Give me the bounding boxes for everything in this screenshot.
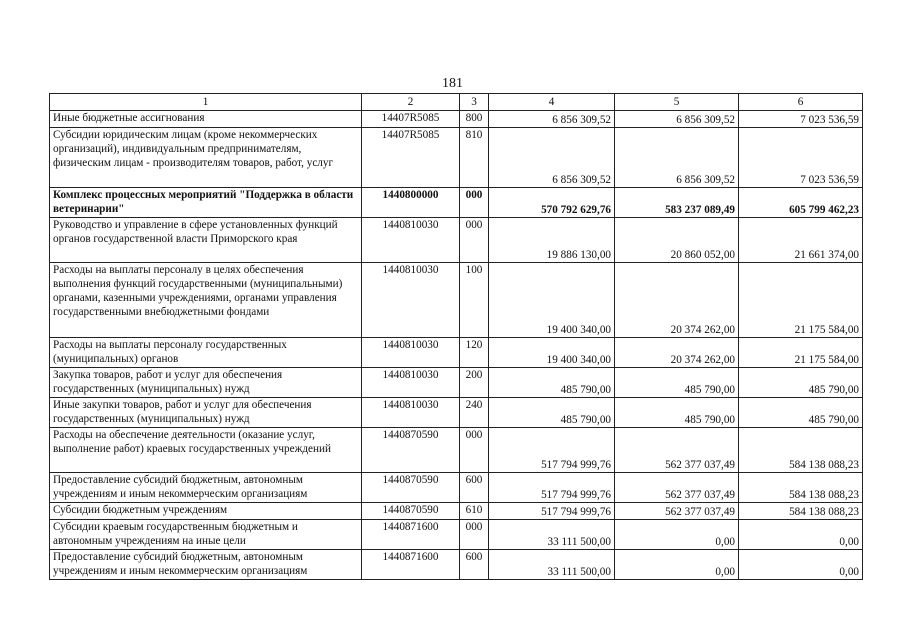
row-value-3: 584 138 088,23 xyxy=(739,503,863,520)
row-expense-type: 600 xyxy=(460,473,489,503)
page-number: 181 xyxy=(442,76,463,91)
row-code: 1440870590 xyxy=(362,503,460,520)
table-row xyxy=(50,128,863,188)
row-value-2: 0,00 xyxy=(615,550,739,580)
row-code: 14407R5085 xyxy=(362,111,460,128)
row-name: Предоставление субсидий бюджетным, автономным учреждениям и иным некоммерческим организациям xyxy=(50,550,362,580)
row-value-3: 584 138 088,23 xyxy=(739,473,863,503)
row-code: 1440810030 xyxy=(362,368,460,398)
row-value-2: 6 856 309,52 xyxy=(615,128,739,188)
row-value-3: 7 023 536,59 xyxy=(739,128,863,188)
row-value-2: 20 374 262,00 xyxy=(615,338,739,368)
row-value-3: 584 138 088,23 xyxy=(739,428,863,473)
row-code: 1440810030 xyxy=(362,338,460,368)
row-expense-type: 000 xyxy=(460,428,489,473)
row-value-2: 20 860 052,00 xyxy=(615,218,739,263)
row-expense-type: 000 xyxy=(460,188,489,218)
row-value-2: 20 374 262,00 xyxy=(615,263,739,338)
row-expense-type: 600 xyxy=(460,550,489,580)
row-name: Расходы на выплаты персоналу государственных (муниципальных) органов xyxy=(50,338,362,368)
row-name: Комплекс процессных мероприятий "Поддержка в области ветеринарии" xyxy=(50,188,362,218)
row-value-1: 517 794 999,76 xyxy=(489,503,615,520)
row-value-1: 19 886 130,00 xyxy=(489,218,615,263)
row-name: Закупка товаров, работ и услуг для обеспечения государственных (муниципальных) нужд xyxy=(50,368,362,398)
row-expense-type: 000 xyxy=(460,520,489,550)
row-name: Иные бюджетные ассигнования xyxy=(50,111,362,128)
row-value-3: 0,00 xyxy=(739,520,863,550)
row-name: Субсидии юридическим лицам (кроме некоммерческих организаций), индивидуальным предпринимателям, физическим лицам - производителям товаров, работ, услуг xyxy=(50,128,362,188)
row-expense-type: 100 xyxy=(460,263,489,338)
row-code: 1440800000 xyxy=(362,188,460,218)
row-name: Субсидии краевым государственным бюджетным и автономным учреждениям на иные цели xyxy=(50,520,362,550)
row-code: 1440810030 xyxy=(362,218,460,263)
row-value-1: 6 856 309,52 xyxy=(489,128,615,188)
row-code: 14407R5085 xyxy=(362,128,460,188)
table-row xyxy=(50,218,863,263)
row-value-1: 19 400 340,00 xyxy=(489,263,615,338)
row-value-2: 6 856 309,52 xyxy=(615,111,739,128)
row-value-1: 517 794 999,76 xyxy=(489,473,615,503)
row-value-1: 517 794 999,76 xyxy=(489,428,615,473)
row-value-1: 19 400 340,00 xyxy=(489,338,615,368)
row-value-2: 0,00 xyxy=(615,520,739,550)
table-row xyxy=(50,338,863,368)
row-value-3: 21 661 374,00 xyxy=(739,218,863,263)
row-expense-type: 810 xyxy=(460,128,489,188)
row-value-1: 33 111 500,00 xyxy=(489,550,615,580)
header-cell: 3 xyxy=(460,94,489,111)
row-value-3: 485 790,00 xyxy=(739,398,863,428)
row-value-3: 7 023 536,59 xyxy=(739,111,863,128)
row-value-1: 485 790,00 xyxy=(489,398,615,428)
table-row xyxy=(50,473,863,503)
row-value-1: 33 111 500,00 xyxy=(489,520,615,550)
row-code: 1440810030 xyxy=(362,398,460,428)
row-value-2: 562 377 037,49 xyxy=(615,473,739,503)
row-expense-type: 200 xyxy=(460,368,489,398)
row-value-2: 485 790,00 xyxy=(615,398,739,428)
row-value-3: 21 175 584,00 xyxy=(739,263,863,338)
row-code: 1440810030 xyxy=(362,263,460,338)
row-value-2: 562 377 037,49 xyxy=(615,503,739,520)
row-code: 1440871600 xyxy=(362,520,460,550)
row-expense-type: 240 xyxy=(460,398,489,428)
budget-table xyxy=(49,93,863,580)
row-value-1: 570 792 629,76 xyxy=(489,188,615,218)
table-row xyxy=(50,520,863,550)
row-name: Субсидии бюджетным учреждениям xyxy=(50,503,362,520)
row-value-2: 583 237 089,49 xyxy=(615,188,739,218)
table-header-row xyxy=(50,94,863,111)
header-cell: 2 xyxy=(362,94,460,111)
row-expense-type: 610 xyxy=(460,503,489,520)
header-cell: 4 xyxy=(489,94,615,111)
row-code: 1440871600 xyxy=(362,550,460,580)
row-value-3: 0,00 xyxy=(739,550,863,580)
row-expense-type: 000 xyxy=(460,218,489,263)
header-cell: 1 xyxy=(50,94,362,111)
row-code: 1440870590 xyxy=(362,473,460,503)
row-value-1: 6 856 309,52 xyxy=(489,111,615,128)
row-value-2: 562 377 037,49 xyxy=(615,428,739,473)
table-row xyxy=(50,398,863,428)
row-name: Расходы на обеспечение деятельности (оказание услуг, выполнение работ) краевых государственных учреждений xyxy=(50,428,362,473)
row-expense-type: 120 xyxy=(460,338,489,368)
table-row xyxy=(50,263,863,338)
row-code: 1440870590 xyxy=(362,428,460,473)
table-row xyxy=(50,428,863,473)
table-row xyxy=(50,368,863,398)
table-row xyxy=(50,188,863,218)
row-value-3: 485 790,00 xyxy=(739,368,863,398)
header-cell: 5 xyxy=(615,94,739,111)
header-cell: 6 xyxy=(739,94,863,111)
row-value-2: 485 790,00 xyxy=(615,368,739,398)
row-name: Расходы на выплаты персоналу в целях обеспечения выполнения функций государственными (муниципальными) органами, казенными учреждениями, органами управления государственными внебюджетными фондами xyxy=(50,263,362,338)
row-expense-type: 800 xyxy=(460,111,489,128)
row-value-3: 21 175 584,00 xyxy=(739,338,863,368)
row-name: Руководство и управление в сфере установленных функций органов государственной власти Приморского края xyxy=(50,218,362,263)
table-row xyxy=(50,550,863,580)
row-value-1: 485 790,00 xyxy=(489,368,615,398)
row-name: Иные закупки товаров, работ и услуг для обеспечения государственных (муниципальных) нужд xyxy=(50,398,362,428)
table-row xyxy=(50,111,863,128)
table-row xyxy=(50,503,863,520)
row-name: Предоставление субсидий бюджетным, автономным учреждениям и иным некоммерческим организациям xyxy=(50,473,362,503)
row-value-3: 605 799 462,23 xyxy=(739,188,863,218)
